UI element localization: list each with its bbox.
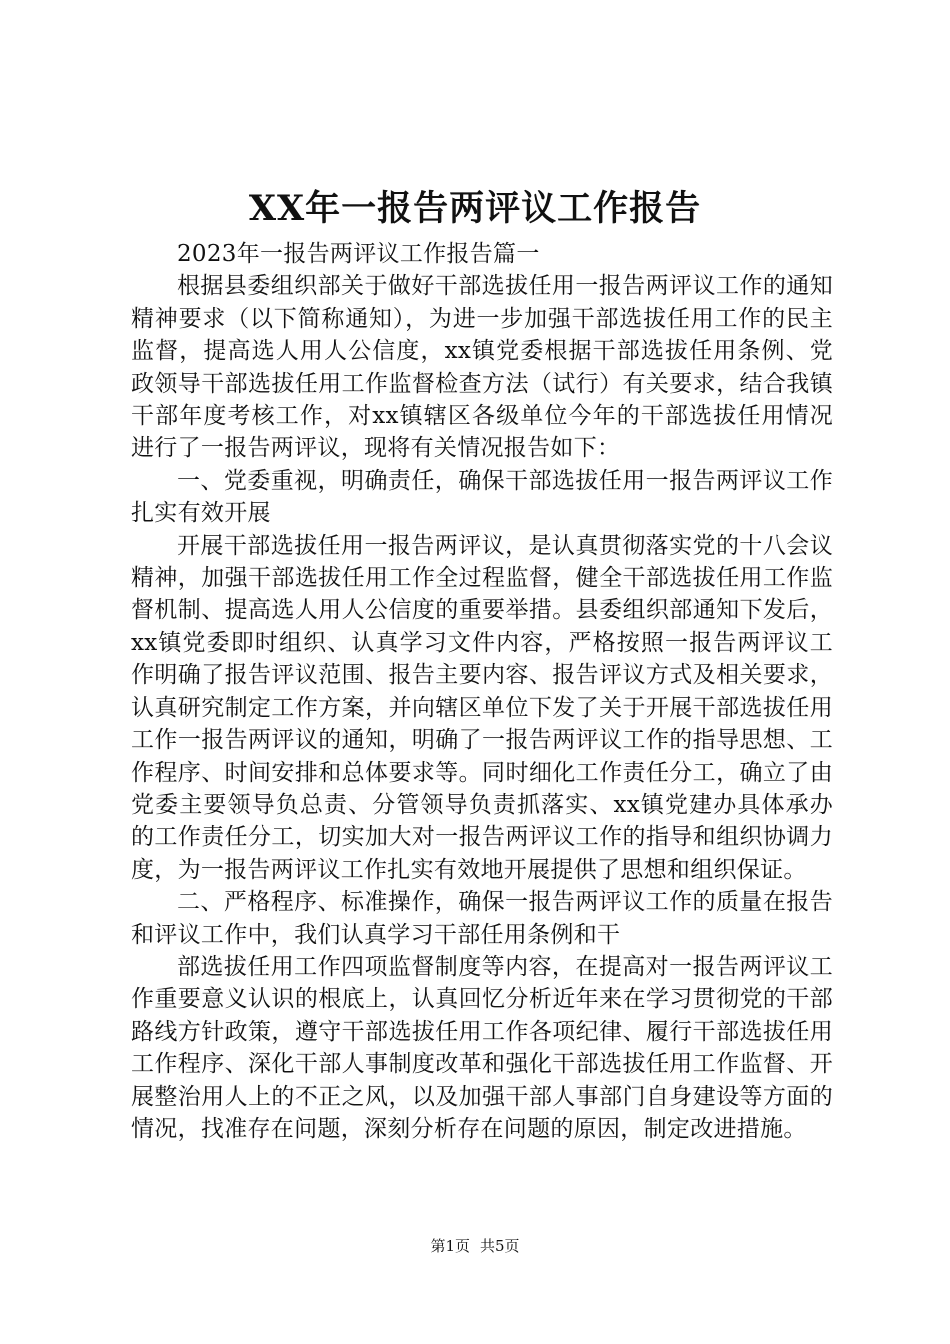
page-total: 共5页 — [480, 1237, 520, 1255]
section-heading-two: 二、严格程序、标准操作，确保一报告两评议工作的质量在报告和评议工作中，我们认真学习干部任用条例和干 — [131, 889, 833, 948]
section-heading-part-one: 2023年一报告两评议工作报告篇一 — [177, 241, 540, 267]
paragraph-section-one: 开展干部选拔任用一报告两评议，是认真贯彻落实党的十八会议精神，加强干部选拔任用工作全过程监督，健全干部选拔任用工作监督机制、提高选人用人公信度的重要举措。县委组织部通知下发后，xx镇党委即时组织、认真学习文件内容，严格按照一报告两评议工作明确了报告评议范围、报告主要内容、报告评议方式及相关要求，认真研究制定工作方案，并向辖区单位下发了关于开展干部选拔任用工作一报告两评议的通知，明确了一报告两评议工作的指导思想、工作程序、时间安排和总体要求等。同时细化工作责任分工，确立了由党委主要领导负总责、分管领导负责抓落实、xx镇党建办具体承办的工作责任分工，切实加大对一报告两评议工作的指导和组织协调力度，为一报告两评议工作扎实有效地开展提供了思想和组织保证。 — [131, 532, 833, 883]
section-heading-one: 一、党委重视，明确责任，确保干部选拔任用一报告两评议工作扎实有效开展 — [131, 467, 833, 527]
document-title: XX年一报告两评议工作报告 — [248, 188, 702, 229]
page-footer — [0, 1236, 950, 1256]
paragraph-section-two: 部选拔任用工作四项监督制度等内容，在提高对一报告两评议工作重要意义认识的根底上，认真回忆分析近年来在学习贯彻党的干部路线方针政策，遵守干部选拔任用工作各项纪律、履行干部选拔任用工作程序、深化干部人事制度改革和强化干部选拔任用工作监督、开展整治用人上的不正之风，以及加强干部人事部门自身建设等方面的情况，找准存在问题，深刻分析存在问题的原因，制定改进措施。 — [131, 953, 833, 1142]
paragraph-intro: 根据县委组织部关于做好干部选拔任用一报告两评议工作的通知精神要求（以下简称通知），为进一步加强干部选拔任用工作的民主监督，提高选人用人公信度，xx镇党委根据干部选拔任用条例、党政领导干部选拔任用工作监督检查方法（试行）有关要求，结合我镇干部年度考核工作，对xx镇辖区各级单位今年的干部选拔任用情况进行了一报告两评议，现将有关情况报告如下： — [131, 273, 833, 462]
document-body — [131, 238, 833, 1145]
page-number: 第1页 — [430, 1237, 470, 1255]
